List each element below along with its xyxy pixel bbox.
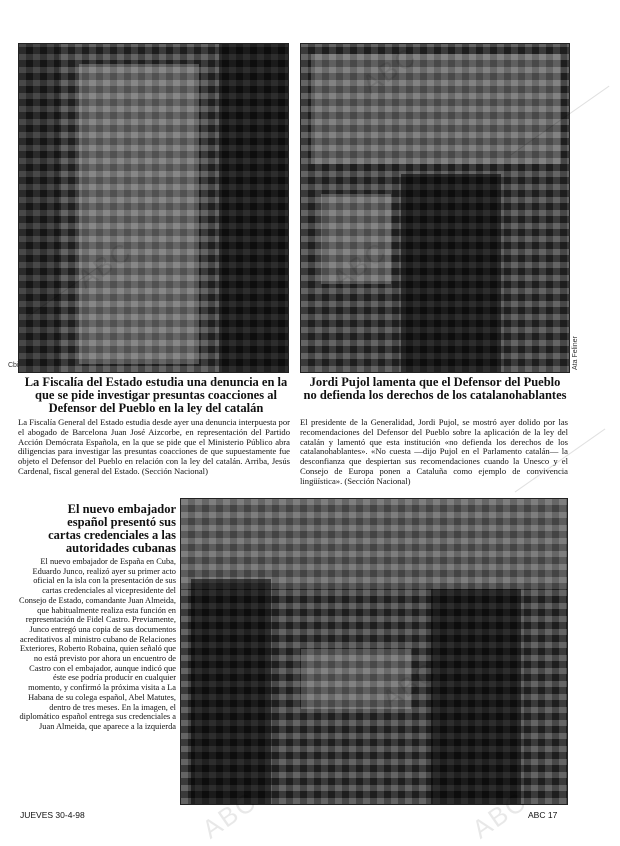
photo-fiscal-general: [18, 43, 289, 373]
watermark-abc: ABC: [466, 785, 533, 845]
photo-jordi-pujol: [300, 43, 570, 373]
headline-fiscalia: La Fiscalía del Estado estudia una denuncia en la que se pide investigar presuntas coacciones al Defensor del Pueblo en la ley del catalán: [24, 375, 288, 415]
headline-pujol: Jordi Pujol lamenta que el Defensor del Pueblo no defienda los derechos de los catalanohablantes: [303, 375, 567, 402]
watermark-abc: ABC: [196, 785, 263, 845]
body-fiscalia: La Fiscalía General del Estado estudia desde ayer una denuncia interpuesta por el abogado de Barcelona Juan José Aizcorbe, en representación del Partido Acción Demócrata Española, en la que se pide que el Ministerio Público abra diligencias para investigar las presuntas coacciones de que supuestamente fue objeto el Defensor del Pueblo en relación con la ley del catalán. Arriba, Jesús Cardenal, fiscal general del Estado. (Sección Nacional): [18, 417, 290, 476]
photo-credit-left: Cbi: [8, 362, 19, 369]
body-pujol: El presidente de la Generalidad, Jordi Pujol, se mostró ayer dolido por las recomendaciones del Defensor del Pueblo sobre la aplicación de la ley del catalán y lamentó que esta institución «no defienda los derechos de los catalanohablantes». «No cuesta —dijo Pujol en el Parlamento catalán— la desconfianza que despiertan sus recomendaciones cuando la Unesco y el Consejo de Europa ponen a Cataluña como ejemplo de convivencia lingüística». (Sección Nacional): [300, 417, 568, 486]
headline-embajador: El nuevo embajador español presentó sus cartas credenciales a las autoridades cubanas: [48, 502, 176, 555]
photo-credit-right: Ata Feliner: [572, 336, 579, 370]
footer-page-number: ABC 17: [528, 810, 558, 820]
photo-embajador-credenciales: [180, 498, 568, 805]
body-embajador: El nuevo embajador de España en Cuba, Eduardo Junco, realizó ayer su primer acto oficial en la isla con la presentación de sus cartas credenciales al vicepresidente del Consejo de Estado, comandante Juan Almeida, que habitualmente realiza esta función en representación de Fidel Castro. Previamente, Junco entregó una copia de sus documentos acreditativos al ministro cubano de Relaciones Exteriores, Roberto Robaina, quien señaló que no está previsto por ahora un encuentro de Castro con el embajador, aunque indicó que éste ese podría producir en cualquier momento, y confirmó la próxima visita a La Habana de su colega español, Abel Matutes, dentro de tres meses. En la imagen, el diplomático español entrega sus credenciales a Juan Almeida, que aparece a la izquierda: [19, 557, 176, 731]
footer-date: JUEVES 30-4-98: [20, 810, 85, 820]
